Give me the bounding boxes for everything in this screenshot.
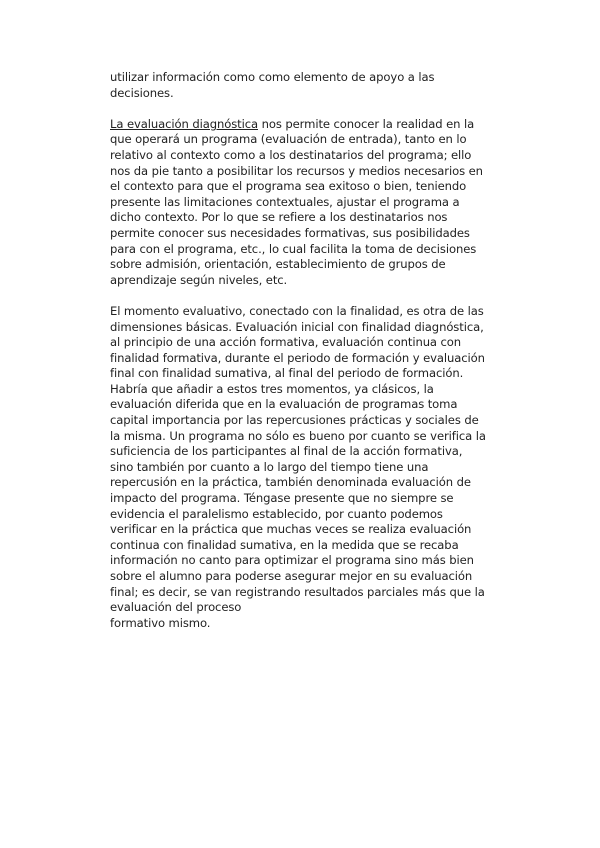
text-line: sobre el alumno para poderse asegurar mejor en su evaluación <box>110 569 473 583</box>
text-line: nos da pie tanto a posibilitar los recursos y medios necesarios en <box>110 163 483 178</box>
text-line <box>110 117 524 133</box>
text-line: la misma. Un programa no sólo es bueno por cuanto se verifica la <box>110 428 486 443</box>
paragraph-intro <box>110 70 524 101</box>
text-line: evaluación del proceso <box>110 600 242 615</box>
text-line: impacto del programa. Téngase presente que no siempre se <box>110 491 454 506</box>
text-line: final; es decir, se van registrando resultados parciales más que la <box>110 584 485 599</box>
text-line: presente las limitaciones contextuales, ajustar el programa a <box>110 194 460 209</box>
paragraph-spacer <box>110 101 524 117</box>
paragraph-diagnostic-evaluation <box>110 117 524 289</box>
text-line: dimensiones básicas. Evaluación inicial con finalidad diagnóstica, <box>110 319 484 334</box>
text-line: información no canto para optimizar el programa sino más bien <box>110 553 474 568</box>
text-line: Habría que añadir a estos tres momentos, ya clásicos, la <box>110 381 434 396</box>
text-line: finalidad formativa, durante el periodo de formación y evaluación <box>110 350 485 365</box>
text-line: evidencia el paralelismo establecido, por cuanto podemos <box>110 506 443 521</box>
text-fragment: nos permite conocer la realidad en la <box>258 116 475 131</box>
text-line: repercusión en la práctica, también denominada evaluación de <box>110 475 471 490</box>
text-line: continua con finalidad sumativa, en la medida que se recaba <box>110 537 459 552</box>
text-line: formativo mismo. <box>110 615 211 630</box>
text-line: que operará un programa (evaluación de entrada), tanto en lo <box>110 132 467 147</box>
text-line: suficiencia de los participantes al final de la acción formativa, <box>110 444 463 459</box>
text-line: El momento evaluativo, conectado con la finalidad, es otra de las <box>110 303 484 318</box>
text-line: al principio de una acción formativa, evaluación continua con <box>110 335 462 350</box>
text-line: sobre admisión, orientación, establecimiento de grupos de <box>110 257 446 272</box>
text-line: sino también por cuanto a lo largo del tiempo tiene una <box>110 459 429 474</box>
text-line: verificar en la práctica que muchas veces se realiza evaluación <box>110 522 472 537</box>
underlined-term: La evaluación diagnóstica <box>110 116 259 131</box>
paragraph-spacer <box>110 288 524 304</box>
text-line: evaluación diferida que en la evaluación de programas toma <box>110 397 458 412</box>
text-line: para con el programa, etc., lo cual facilita la toma de decisiones <box>110 241 477 256</box>
text-line: capital importancia por las repercusiones prácticas y sociales de <box>110 413 479 428</box>
text-line: decisiones. <box>110 85 174 100</box>
paragraph-evaluative-moment <box>110 304 524 631</box>
text-line: final con finalidad sumativa, al final del periodo de formación. <box>110 366 464 381</box>
text-line: dicho contexto. Por lo que se refiere a los destinatarios nos <box>110 210 448 225</box>
text-line: el contexto para que el programa sea exitoso o bien, teniendo <box>110 179 467 194</box>
text-line: permite conocer sus necesidades formativas, sus posibilidades <box>110 225 470 240</box>
text-line: utilizar información como como elemento de apoyo a las <box>110 70 435 84</box>
body-text <box>110 70 524 631</box>
text-line: aprendizaje según niveles, etc. <box>110 272 288 287</box>
text-line: relativo al contexto como a los destinatarios del programa; ello <box>110 147 472 162</box>
